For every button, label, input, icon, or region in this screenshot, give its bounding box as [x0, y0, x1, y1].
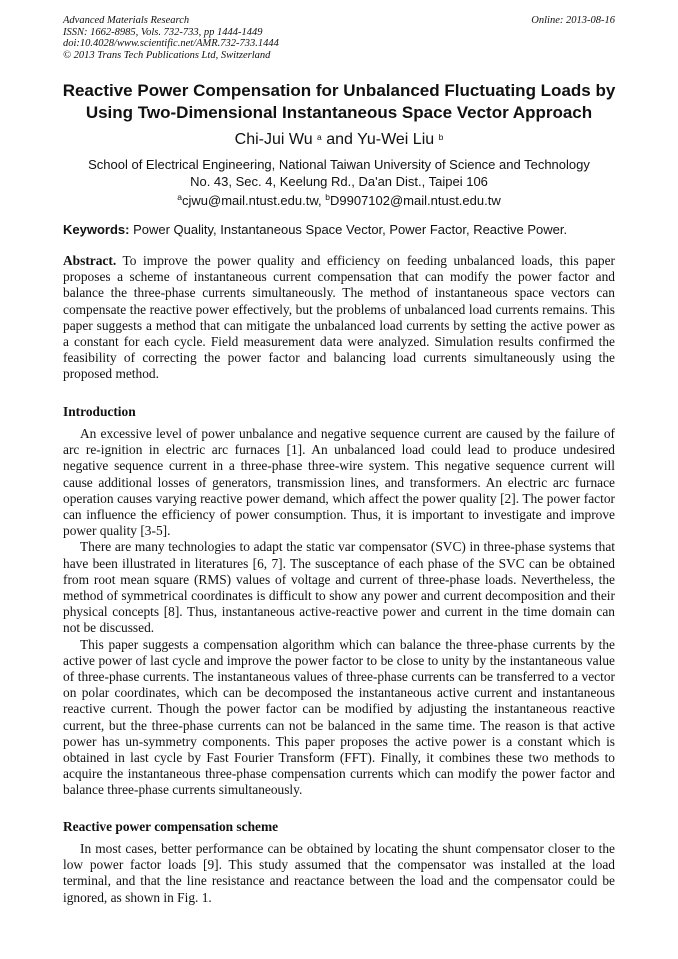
affiliation: [40, 156, 638, 190]
reactive-paragraph: In most cases, better performance can be obtained by locating the shunt compensator closer to the low power factor loads [9]. This study assumed that the compensator was installed at the load terminal, and that the line resistance and reactance between the load and the compensator could be ignored, as shown in Fig. 1.: [63, 841, 615, 905]
title-line-2: Using Two-Dimensional Instantaneous Space Vector Approach: [85, 103, 593, 122]
intro-paragraph: There are many technologies to adapt the static var compensator (SVC) in three-phase systems that have been illustrated in literatures [6, 7]. The susceptance of each phase of the SVC can be obtained from root mean square (RMS) values of voltage and current of three-phase loads. Nevertheless, the method of symmetrical coordinates is difficult to show any power and current decomposition and their physical concepts [8]. Thus, instantaneous active-reactive power and current in the time domain can not be discussed.: [63, 539, 615, 636]
email-b-mark: b: [325, 192, 330, 202]
author-emails: [40, 192, 638, 209]
email-a-mark: a: [177, 192, 182, 202]
affiliation-line-1: School of Electrical Engineering, National Taiwan University of Science and Technology: [88, 157, 590, 172]
keywords-text: Power Quality, Instantaneous Space Vector, Power Factor, Reactive Power.: [129, 222, 568, 237]
online-date: Online: 2013-08-16: [531, 15, 615, 26]
email-b: D9907102@mail.ntust.edu.tw: [329, 193, 501, 208]
author-1: Chi-Jui Wu: [234, 131, 313, 148]
copyright-line: © 2013 Trans Tech Publications Ltd, Switzerland: [63, 49, 271, 61]
intro-paragraph: An excessive level of power unbalance and negative sequence current are caused by the failure of arc re-ignition in electric arc furnaces [1]. An unbalanced load could lead to produce undesired negative sequence current in a three-phase three-wire system. This negative sequence current will cause additional losses of generators, transmission lines, and transformers. An electric arc furnace operation causes varying reactive power demand, which affect the power quality [2]. The power factor can influence the efficiency of power consumption. Thus, it is important to investigate and improve power quality [3-5].: [63, 426, 615, 539]
abstract: [63, 253, 615, 383]
journal-header: [63, 15, 615, 61]
title-line-1: Reactive Power Compensation for Unbalanced Fluctuating Loads by: [62, 81, 616, 100]
journal-name: Advanced Materials Research: [63, 15, 190, 26]
doi-line: doi:10.4028/www.scientific.net/AMR.732-733.1444: [63, 38, 279, 49]
email-a: cjwu@mail.ntust.edu.tw,: [181, 193, 326, 208]
intro-paragraph: This paper suggests a compensation algorithm which can balance the three-phase currents by the active power of last cycle and improve the power factor to be close to unity by the instantaneous value of three-phase currents. The instantaneous values of three-phase currents can be transferred to a vector on polar coordinates, which can be decomposed the instantaneous active current and instantaneous reactive current. Though the power factor can be modified by adjusting the instantaneous reactive current, but the three-phase currents can not be balanced in the same time. The reason is that active power has un-symmetry components. This paper proposes the active power is a constant which is obtained in last cycle by Fast Fourier Transform (FFT). Finally, it combines these two methods to acquire the instantaneous three-phase compensation currents which can modify the power factor and balance three-phase currents simultaneously.: [63, 636, 615, 798]
reactive-body: [63, 841, 615, 906]
author-1-mark: a: [317, 132, 322, 142]
paper-title: [40, 80, 638, 124]
author-conjunction: and: [321, 131, 358, 148]
author-2: Yu-Wei Liu: [357, 131, 435, 148]
affiliation-line-2: No. 43, Sec. 4, Keelung Rd., Da'an Dist., Taipei 106: [190, 174, 488, 189]
author-2-mark: b: [438, 132, 444, 142]
abstract-text: To improve the power quality and efficiency on feeding unbalanced loads, this paper proposes a scheme of instantaneous current compensation that can modify the power factor and balance the three-phase currents simultaneously. The method of instantaneous space vectors can compensate the reactive power effectively, but the problems of unbalanced load currents remains. This paper suggests a method that can mitigate the unbalanced load currents by setting the active power as a constant for each cycle. Field measurement data were analyzed. Simulation results confirmed the feasibility of correcting the power factor and balancing load currents simultaneously using the proposed method.: [63, 253, 615, 382]
reactive-heading: Reactive power compensation scheme: [63, 819, 279, 834]
abstract-label: Abstract.: [63, 253, 117, 268]
keywords: [63, 222, 623, 238]
introduction-heading: Introduction: [63, 404, 136, 419]
issn-line: ISSN: 1662-8985, Vols. 732-733, pp 1444-1449: [63, 26, 263, 38]
keywords-label: Keywords:: [63, 222, 130, 237]
author-list: [40, 131, 638, 149]
introduction-body: [63, 426, 615, 799]
